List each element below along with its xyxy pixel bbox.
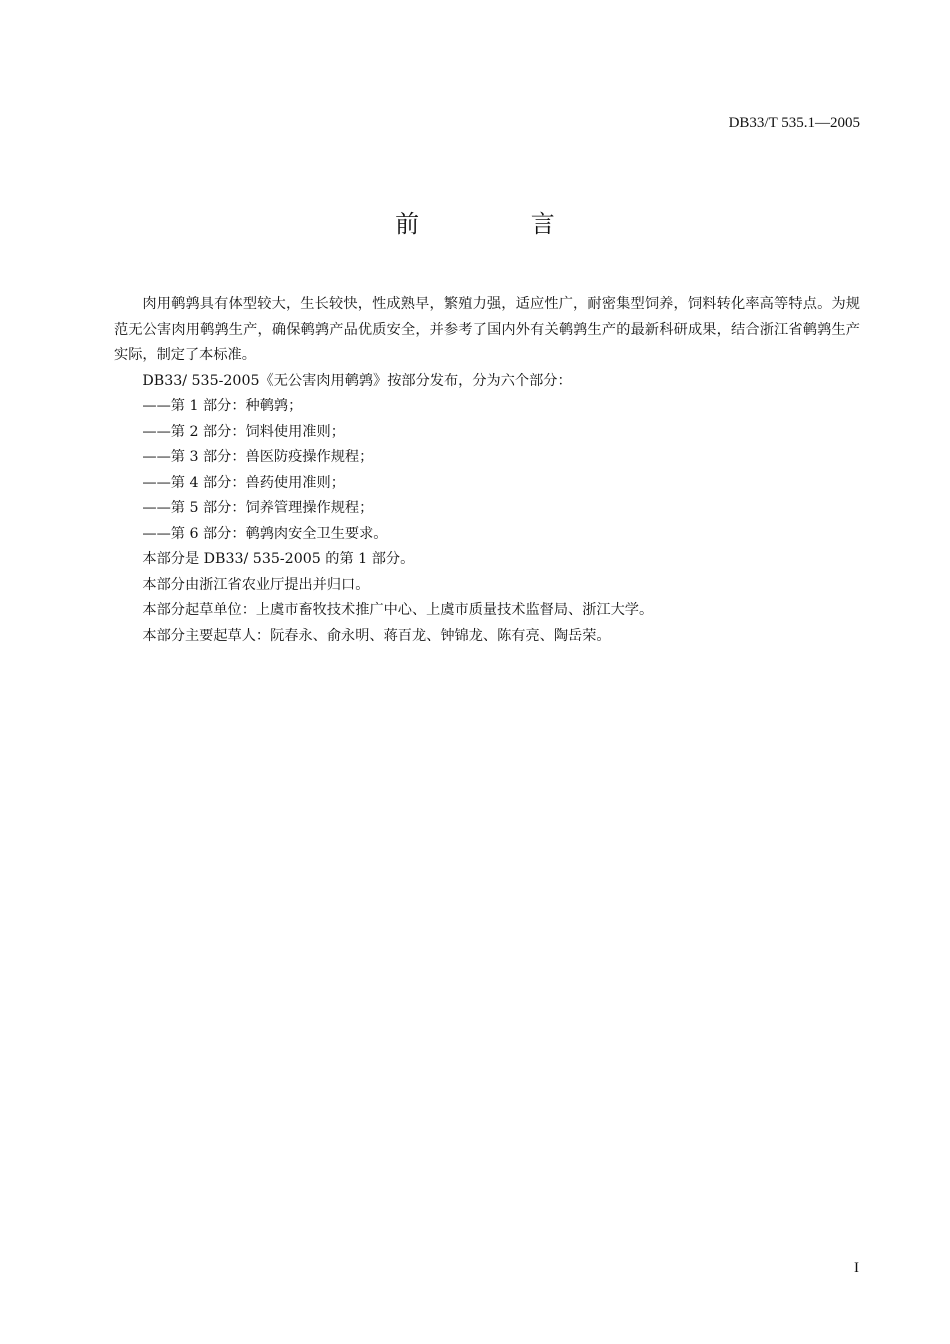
- intro-paragraph: 肉用鹌鹑具有体型较大，生长较快，性成熟早，繁殖力强，适应性广，耐密集型饲养，饲料转化率高等特点。为规范无公害肉用鹌鹑生产，确保鹌鹑产品优质安全，并参考了国内外有关鹌鹑生产的最新科研成果，结合浙江省鹌鹑生产实际，制定了本标准。: [114, 296, 860, 363]
- document-body: [114, 292, 860, 649]
- proposed-by-statement: 本部分由浙江省农业厅提出并归口。: [142, 576, 370, 593]
- page-number: I: [854, 1260, 859, 1276]
- part-item-3: ——第 3 部分：兽医防疫操作规程；: [142, 449, 374, 465]
- drafters-statement: 本部分主要起草人：阮春永、俞永明、蒋百龙、钟锦龙、陈有亮、陶岳荣。: [142, 627, 611, 644]
- part-item-6: ——第 6 部分：鹌鹑肉安全卫生要求。: [142, 525, 388, 542]
- parts-intro: DB33/ 535-2005《无公害肉用鹌鹑》按部分发布，分为六个部分：: [142, 372, 572, 389]
- page-title: 前 言: [395, 210, 607, 238]
- part-item-5: ——第 5 部分：饲养管理操作规程；: [142, 500, 374, 516]
- part-item-4: ——第 4 部分：兽药使用准则；: [142, 474, 345, 491]
- part-item-2: ——第 2 部分：饲料使用准则；: [142, 423, 345, 440]
- drafting-units-statement: 本部分起草单位：上虞市畜牧技术推广中心、上虞市质量技术监督局、浙江大学。: [142, 602, 654, 618]
- standard-code: DB33/T 535.1—2005: [728, 115, 860, 131]
- part-item-1: ——第 1 部分：种鹌鹑；: [142, 398, 303, 414]
- this-part-statement: 本部分是 DB33/ 535-2005 的第 1 部分。: [142, 551, 415, 567]
